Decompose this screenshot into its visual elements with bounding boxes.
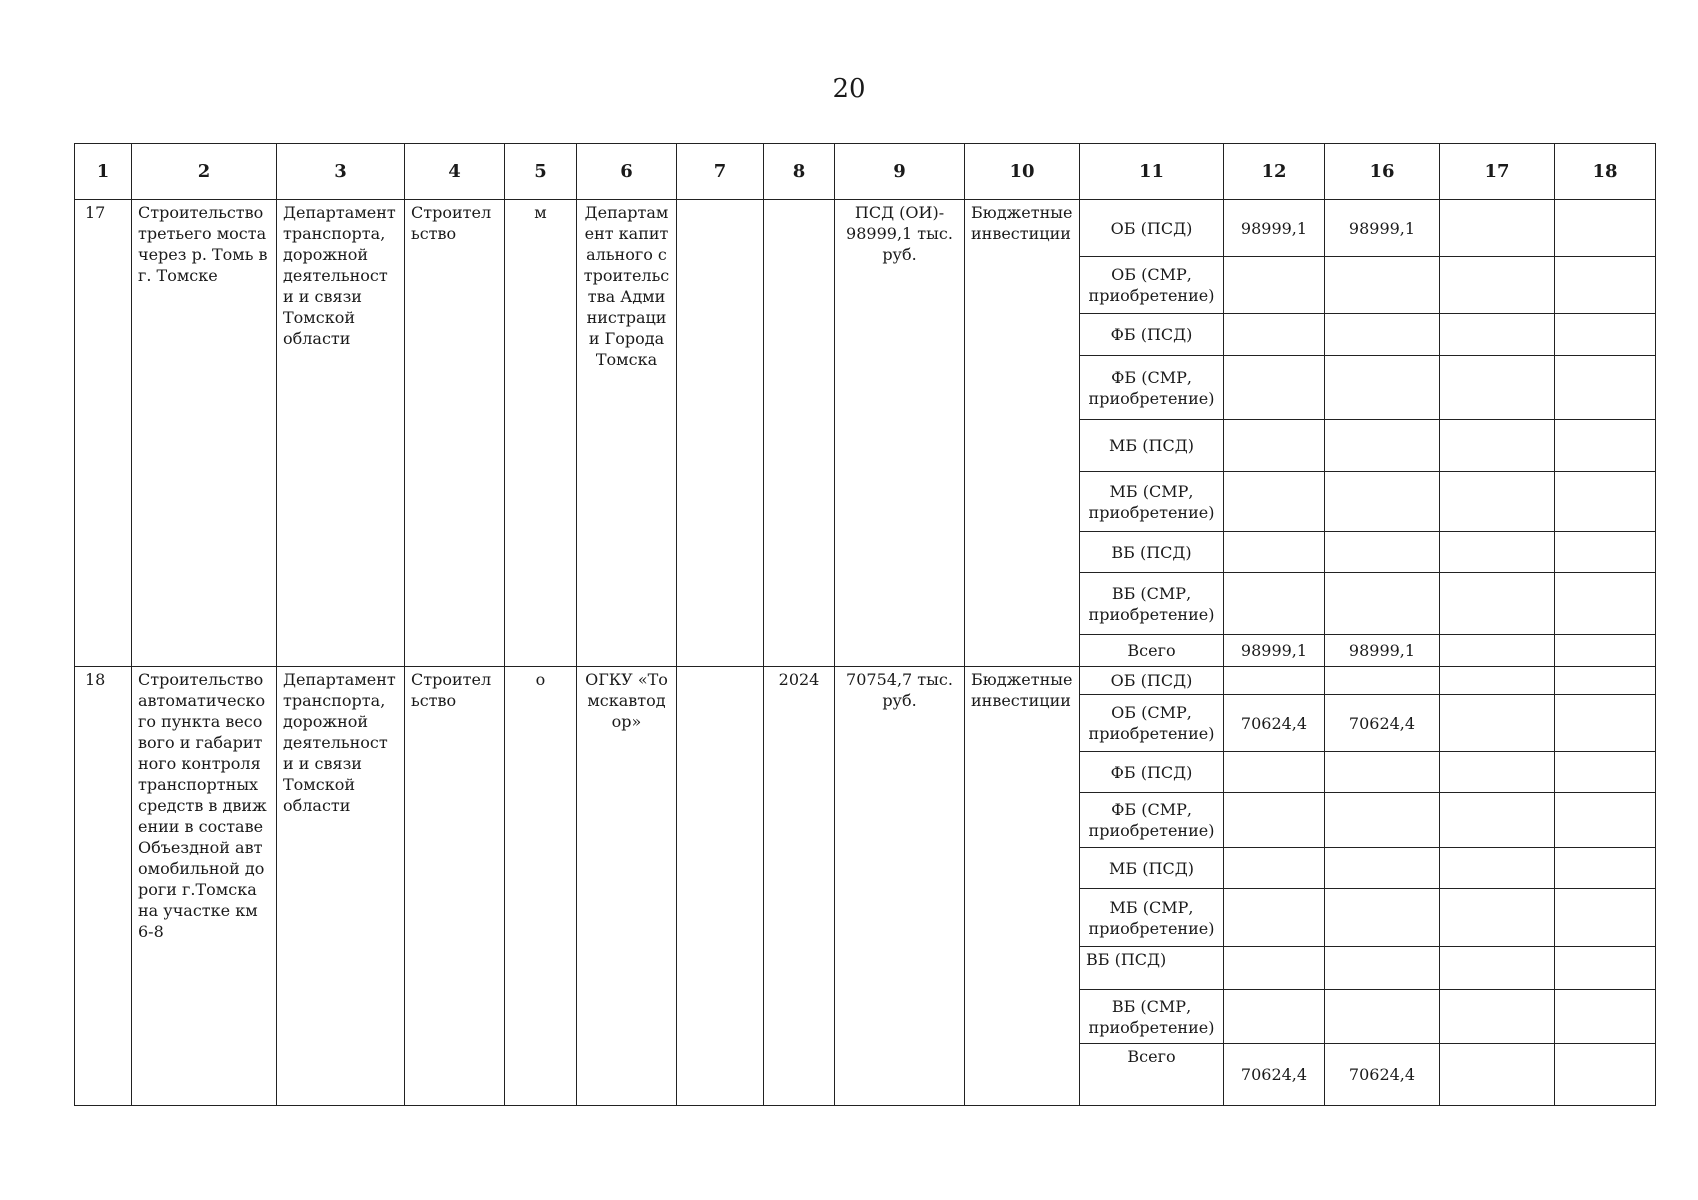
total-value: 70624,4 <box>1224 1044 1325 1106</box>
value-cell <box>1440 257 1555 314</box>
total-label: Всего <box>1080 635 1224 667</box>
customer-name: Департамент капитального строительства Администрации Города Томска <box>577 200 677 667</box>
value-cell <box>1224 752 1325 793</box>
col-header-6: 6 <box>577 144 677 200</box>
col-header-7: 7 <box>677 144 764 200</box>
row-number: 17 <box>75 200 132 667</box>
value-cell <box>1555 695 1656 752</box>
value-cell <box>1555 257 1656 314</box>
value-cell <box>1224 848 1325 889</box>
cost-estimate: ПСД (ОИ)- 98999,1 тыс. руб. <box>835 200 965 667</box>
table-row <box>75 667 1656 695</box>
total-value: 98999,1 <box>1224 635 1325 667</box>
value-cell <box>1440 947 1555 990</box>
value-cell <box>1325 793 1440 848</box>
value-cell <box>1555 889 1656 947</box>
source-label: ФБ (ПСД) <box>1080 314 1224 356</box>
value-cell <box>1440 695 1555 752</box>
col-header-9: 9 <box>835 144 965 200</box>
value-cell <box>1224 257 1325 314</box>
value-cell: 70624,4 <box>1224 695 1325 752</box>
col-header-11: 11 <box>1080 144 1224 200</box>
col-header-4: 4 <box>405 144 505 200</box>
value-cell <box>1325 990 1440 1044</box>
col-header-1: 1 <box>75 144 132 200</box>
total-value: 98999,1 <box>1325 635 1440 667</box>
col7-value <box>677 200 764 667</box>
source-label: МБ (ПСД) <box>1080 848 1224 889</box>
object-name: Строительство автоматического пункта весового и габаритного контроля транспортных средств в движении в составе Объездной автомобильной дороги г.Томска на участке км 6-8 <box>132 667 277 1106</box>
source-label: ВБ (СМР, приобретение) <box>1080 990 1224 1044</box>
value-cell <box>1440 472 1555 532</box>
value-cell <box>1555 573 1656 635</box>
value-cell: 70624,4 <box>1325 695 1440 752</box>
value-cell <box>1224 314 1325 356</box>
source-label: ФБ (СМР, приобретение) <box>1080 793 1224 848</box>
value-cell <box>1325 257 1440 314</box>
value-cell <box>1440 848 1555 889</box>
value-cell <box>1325 356 1440 420</box>
source-label: ВБ (СМР, приобретение) <box>1080 573 1224 635</box>
value-cell <box>1224 472 1325 532</box>
value-cell <box>1555 532 1656 573</box>
value-cell <box>1325 420 1440 472</box>
total-value <box>1440 1044 1555 1106</box>
total-value <box>1555 1044 1656 1106</box>
value-cell <box>1440 752 1555 793</box>
col8-value <box>764 200 835 667</box>
value-cell <box>1555 752 1656 793</box>
value-cell <box>1555 990 1656 1044</box>
value-cell <box>1440 667 1555 695</box>
col-header-5: 5 <box>505 144 577 200</box>
value-cell <box>1224 990 1325 1044</box>
value-cell <box>1440 200 1555 257</box>
source-label: ОБ (СМР, приобретение) <box>1080 695 1224 752</box>
col-header-16: 16 <box>1325 144 1440 200</box>
header-row <box>75 144 1656 200</box>
col7-value <box>677 667 764 1106</box>
value-cell <box>1440 356 1555 420</box>
value-cell <box>1224 667 1325 695</box>
source-label: ФБ (ПСД) <box>1080 752 1224 793</box>
table-row <box>75 200 1656 257</box>
value-cell <box>1555 200 1656 257</box>
value-cell <box>1325 752 1440 793</box>
value-cell: 98999,1 <box>1325 200 1440 257</box>
value-cell <box>1555 947 1656 990</box>
col5-value: м <box>505 200 577 667</box>
value-cell <box>1440 573 1555 635</box>
value-cell <box>1325 848 1440 889</box>
value-cell <box>1325 472 1440 532</box>
value-cell <box>1555 848 1656 889</box>
value-cell <box>1440 420 1555 472</box>
total-label: Всего <box>1080 1044 1224 1106</box>
customer-name: ОГКУ «Томскавтодор» <box>577 667 677 1106</box>
page-number: 20 <box>832 74 866 104</box>
value-cell <box>1555 667 1656 695</box>
col-header-2: 2 <box>132 144 277 200</box>
value-cell <box>1325 667 1440 695</box>
col-header-8: 8 <box>764 144 835 200</box>
value-cell <box>1224 573 1325 635</box>
value-cell <box>1224 356 1325 420</box>
source-label: ОБ (ПСД) <box>1080 667 1224 695</box>
source-label: МБ (СМР, приобретение) <box>1080 889 1224 947</box>
total-value <box>1555 635 1656 667</box>
source-label: МБ (ПСД) <box>1080 420 1224 472</box>
value-cell <box>1224 889 1325 947</box>
total-value: 70624,4 <box>1325 1044 1440 1106</box>
source-label: ОБ (СМР, приобретение) <box>1080 257 1224 314</box>
col5-value: о <box>505 667 577 1106</box>
value-cell <box>1325 314 1440 356</box>
cost-estimate: 70754,7 тыс. руб. <box>835 667 965 1106</box>
department-name: Департамент транспорта, дорожной деятельности и связи Томской области <box>277 200 405 667</box>
value-cell <box>1555 420 1656 472</box>
value-cell <box>1224 793 1325 848</box>
work-type: Строительство <box>405 667 505 1106</box>
value-cell <box>1555 793 1656 848</box>
value-cell <box>1555 472 1656 532</box>
source-label: МБ (СМР, приобретение) <box>1080 472 1224 532</box>
value-cell: 98999,1 <box>1224 200 1325 257</box>
col-header-12: 12 <box>1224 144 1325 200</box>
col-header-17: 17 <box>1440 144 1555 200</box>
value-cell <box>1224 420 1325 472</box>
value-cell <box>1440 532 1555 573</box>
col-header-18: 18 <box>1555 144 1656 200</box>
source-label: ФБ (СМР, приобретение) <box>1080 356 1224 420</box>
col8-value: 2024 <box>764 667 835 1106</box>
source-label: ВБ (ПСД) <box>1080 532 1224 573</box>
value-cell <box>1224 947 1325 990</box>
object-name: Строительство третьего моста через р. Томь в г. Томске <box>132 200 277 667</box>
value-cell <box>1440 990 1555 1044</box>
col-header-10: 10 <box>965 144 1080 200</box>
value-cell <box>1224 532 1325 573</box>
investment-table <box>74 143 1656 1106</box>
value-cell <box>1325 532 1440 573</box>
value-cell <box>1555 314 1656 356</box>
col-header-3: 3 <box>277 144 405 200</box>
work-type: Строительство <box>405 200 505 667</box>
source-label: ВБ (ПСД) <box>1080 947 1224 990</box>
investment-type: Бюджетные инвестиции <box>965 200 1080 667</box>
value-cell <box>1555 356 1656 420</box>
value-cell <box>1440 314 1555 356</box>
row-number: 18 <box>75 667 132 1106</box>
value-cell <box>1325 573 1440 635</box>
total-value <box>1440 635 1555 667</box>
department-name: Департамент транспорта, дорожной деятельности и связи Томской области <box>277 667 405 1106</box>
value-cell <box>1440 889 1555 947</box>
value-cell <box>1440 793 1555 848</box>
investment-type: Бюджетные инвестиции <box>965 667 1080 1106</box>
value-cell <box>1325 947 1440 990</box>
source-label: ОБ (ПСД) <box>1080 200 1224 257</box>
value-cell <box>1325 889 1440 947</box>
